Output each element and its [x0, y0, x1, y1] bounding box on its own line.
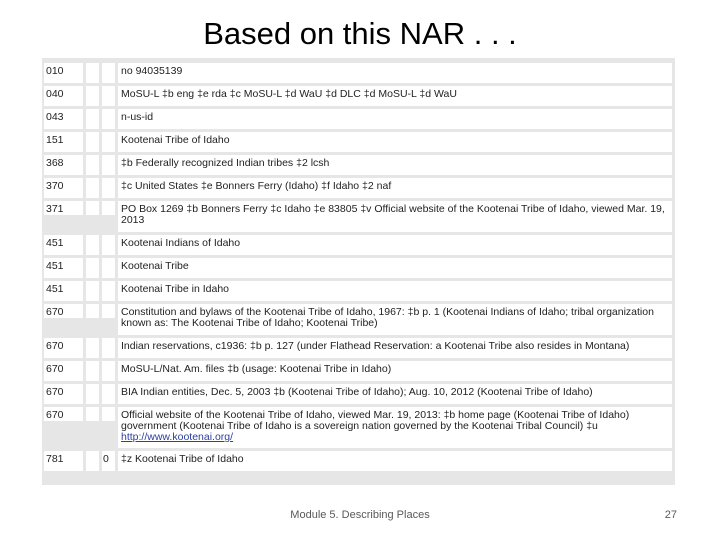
marc-field-row [44, 132, 672, 152]
marc-field-content: ‡z Kootenai Tribe of Idaho [115, 451, 672, 471]
marc-indicator-1 [83, 201, 99, 232]
marc-field-content: ‡b Federally recognized Indian tribes ‡2 lcsh [115, 155, 672, 175]
marc-field-content: PO Box 1269 ‡b Bonners Ferry ‡c Idaho ‡e 83805 ‡v Official website of the Kootenai Tribe of Idaho, viewed Mar. 19, 2013 [115, 201, 672, 232]
marc-indicator-1 [83, 235, 99, 255]
marc-field-content: Kootenai Tribe [115, 258, 672, 278]
marc-field-url-link[interactable]: http://www.kootenai.org/ [121, 431, 234, 443]
marc-field-content: MoSU-L ‡b eng ‡e rda ‡c MoSU-L ‡d WaU ‡d DLC ‡d MoSU-L ‡d WaU [115, 86, 672, 106]
marc-field-tag: 040 [44, 86, 83, 106]
marc-indicator-1 [83, 109, 99, 129]
marc-indicator-2 [99, 109, 115, 129]
marc-record-body [44, 63, 672, 471]
marc-indicator-2 [99, 338, 115, 358]
marc-field-row [44, 155, 672, 175]
marc-field-content: BIA Indian entities, Dec. 5, 2003 ‡b (Kootenai Tribe of Idaho); Aug. 10, 2012 (Kootenai Tribe of Idaho) [115, 384, 672, 404]
marc-indicator-1 [83, 361, 99, 381]
marc-field-content-text: Official website of the Kootenai Tribe of Idaho, viewed Mar. 19, 2013: ‡b home page (Kootenai Tribe of Idaho) government (Kootenai Tribe of Idaho is a sovereign nation governed by the Kootenai Tribal Council) ‡u [121, 409, 630, 432]
marc-indicator-1 [83, 258, 99, 278]
marc-field-content: Kootenai Tribe of Idaho [115, 132, 672, 152]
marc-field-tag: 670 [44, 304, 83, 335]
marc-indicator-2 [99, 63, 115, 83]
marc-indicator-1 [83, 384, 99, 404]
marc-field-content: ‡c United States ‡e Bonners Ferry (Idaho) ‡f Idaho ‡2 naf [115, 178, 672, 198]
marc-indicator-2 [99, 155, 115, 175]
marc-indicator-1 [83, 86, 99, 106]
marc-field-tag: 781 [44, 451, 83, 471]
marc-field-tag: 368 [44, 155, 83, 175]
marc-indicator-2 [99, 235, 115, 255]
marc-indicator-2 [99, 132, 115, 152]
marc-indicator-2 [99, 407, 115, 448]
marc-field-row [44, 384, 672, 404]
marc-field-tag: 670 [44, 361, 83, 381]
marc-field-tag: 043 [44, 109, 83, 129]
marc-field-content [115, 407, 672, 448]
marc-field-content: Indian reservations, c1936: ‡b p. 127 (under Flathead Reservation: a Kootenai Tribe also resides in Montana) [115, 338, 672, 358]
marc-field-content: n-us-id [115, 109, 672, 129]
marc-indicator-1 [83, 338, 99, 358]
marc-field-tag: 370 [44, 178, 83, 198]
marc-field-content: Kootenai Tribe in Idaho [115, 281, 672, 301]
marc-field-tag: 151 [44, 132, 83, 152]
marc-field-row [44, 304, 672, 335]
marc-indicator-2 [99, 86, 115, 106]
marc-indicator-2 [99, 384, 115, 404]
marc-indicator-1 [83, 132, 99, 152]
marc-indicator-1 [83, 281, 99, 301]
marc-field-tag: 451 [44, 258, 83, 278]
slide-title: Based on this NAR . . . [203, 16, 517, 51]
marc-indicator-1 [83, 63, 99, 83]
marc-field-row [44, 361, 672, 381]
marc-field-row [44, 258, 672, 278]
marc-indicator-1 [83, 155, 99, 175]
marc-field-row [44, 178, 672, 198]
marc-field-tag: 371 [44, 201, 83, 232]
marc-record-screenshot [42, 58, 675, 485]
marc-indicator-1 [83, 304, 99, 335]
marc-field-tag: 451 [44, 281, 83, 301]
marc-indicator-2 [99, 258, 115, 278]
marc-field-row [44, 235, 672, 255]
marc-indicator-1 [83, 407, 99, 448]
marc-field-content: MoSU-L/Nat. Am. files ‡b (usage: Kootenai Tribe in Idaho) [115, 361, 672, 381]
marc-field-row [44, 281, 672, 301]
marc-field-row [44, 407, 672, 448]
marc-field-row [44, 109, 672, 129]
marc-indicator-2 [99, 201, 115, 232]
marc-indicator-2 [99, 178, 115, 198]
page-number: 27 [664, 509, 677, 521]
marc-indicator-2 [99, 281, 115, 301]
marc-indicator-2: 0 [99, 451, 115, 471]
marc-field-content: Constitution and bylaws of the Kootenai Tribe of Idaho, 1967: ‡b p. 1 (Kootenai Indians of Idaho; tribal organization known as: The Kootenai Tribe of Idaho; Kootenai Tribe) [115, 304, 672, 335]
marc-field-row [44, 201, 672, 232]
marc-indicator-2 [99, 361, 115, 381]
slide-footer: Module 5. Describing Places [290, 509, 430, 521]
marc-field-row [44, 338, 672, 358]
marc-field-tag: 010 [44, 63, 83, 83]
marc-field-tag: 451 [44, 235, 83, 255]
marc-field-tag: 670 [44, 407, 83, 448]
marc-field-row [44, 451, 672, 471]
marc-field-row [44, 63, 672, 83]
marc-field-tag: 670 [44, 338, 83, 358]
marc-indicator-1 [83, 451, 99, 471]
marc-indicator-1 [83, 178, 99, 198]
marc-record-table [44, 60, 672, 474]
marc-field-row [44, 86, 672, 106]
marc-indicator-2 [99, 304, 115, 335]
marc-field-content: no 94035139 [115, 63, 672, 83]
marc-field-tag: 670 [44, 384, 83, 404]
marc-field-content: Kootenai Indians of Idaho [115, 235, 672, 255]
